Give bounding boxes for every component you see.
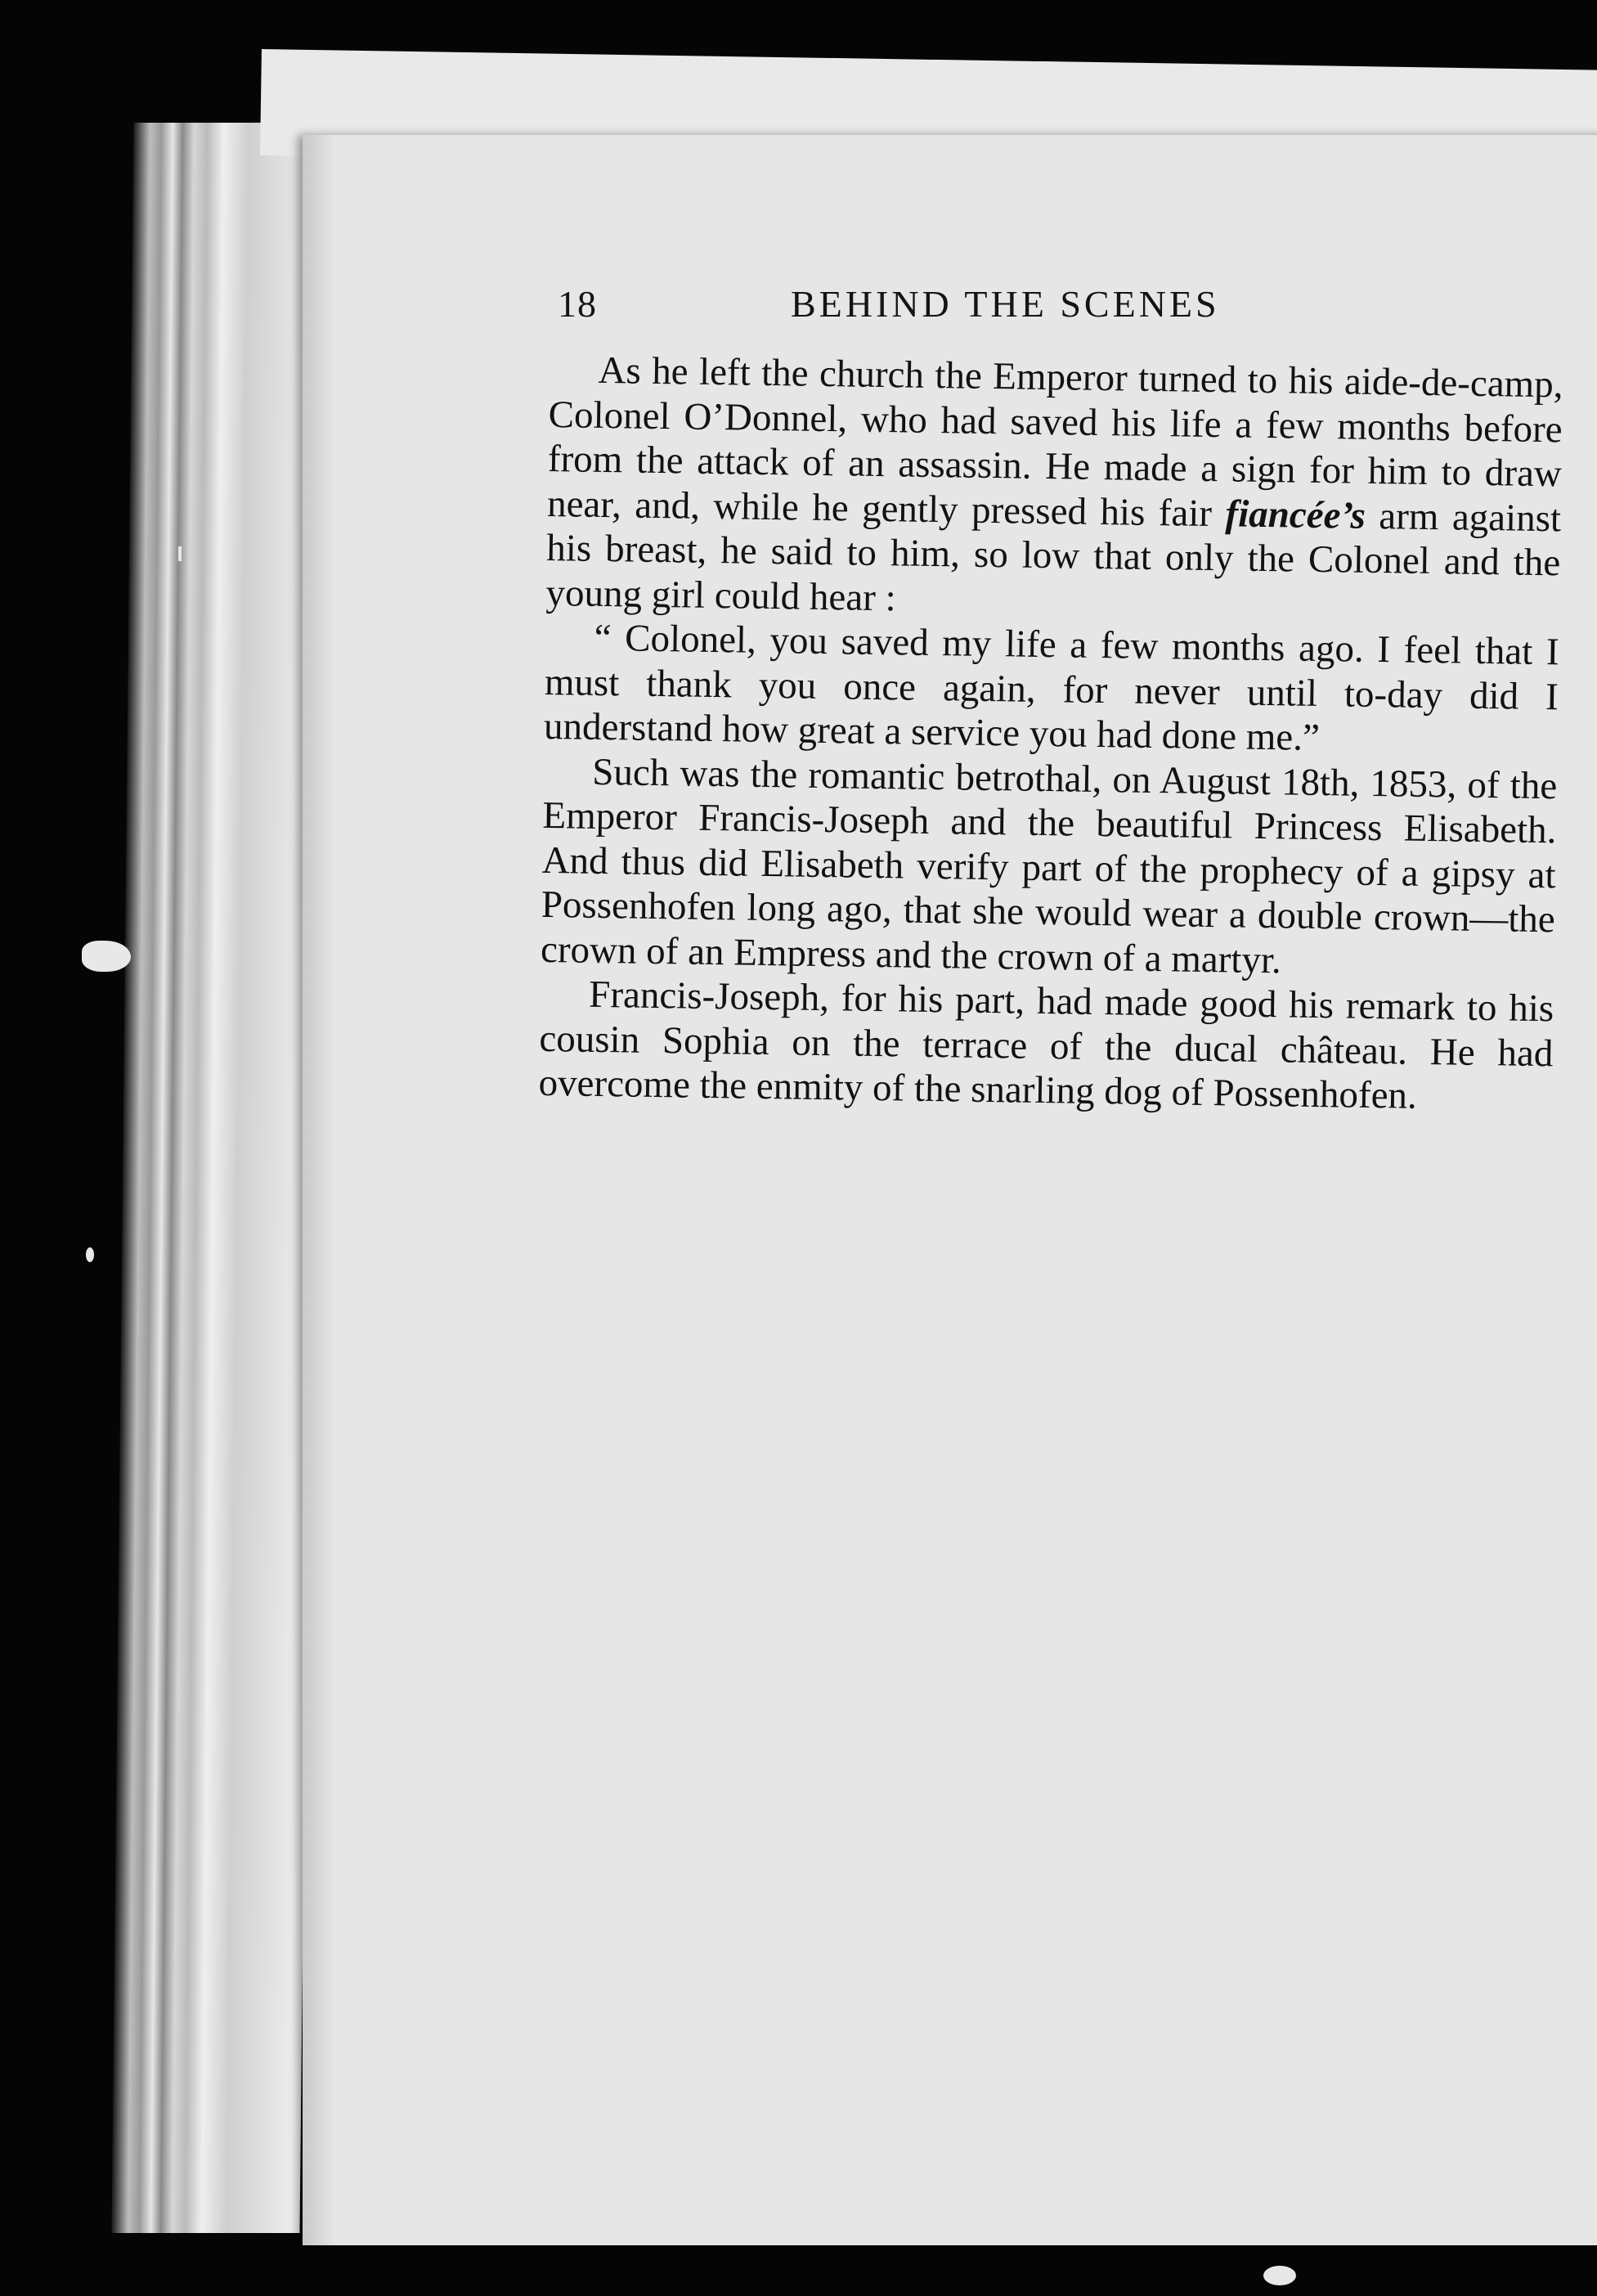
paragraph-1-italic: fiancée’s — [1225, 492, 1366, 537]
dust-speck — [86, 1247, 94, 1262]
running-head — [558, 282, 1375, 339]
paragraph-1-text-a: As he left the church the Emperor turned to his aide-de-camp, Colonel O’Donnel, who had saved his life a few months before from the attack of an assassin. He made a sign for him to draw near, and, while he gently pressed his fair — [546, 348, 1563, 535]
page-edges — [111, 123, 321, 2233]
dust-speck — [178, 546, 182, 561]
paragraph-1-text-b: arm against his breast, he said to him, so low that only the Colonel and the young girl could hear : — [545, 494, 1562, 619]
running-title: BEHIND THE SCENES — [791, 283, 1220, 325]
gutter-shadow — [303, 135, 335, 2245]
dust-speck — [1263, 2266, 1296, 2285]
page-number: 18 — [558, 283, 597, 325]
paragraph-2: “ Colonel, you saved my life a few months ago. I feel that I must thank you once again, for never until to-day did I understand how great a service you had done me.” — [543, 616, 1559, 760]
dust-speck — [82, 941, 131, 972]
paragraph-1 — [545, 348, 1563, 630]
body-text — [538, 348, 1563, 1121]
paragraph-3: Such was the romantic betrothal, on August 18th, 1853, of the Emperor Francis-Joseph and the beautiful Princess Elisabeth. And thus did Elisabeth verify part of the prophecy of a gipsy at Possenhofen long ago, that she would wear a double crown—the crown of an Empress and the crown of a martyr. — [540, 750, 1558, 982]
paragraph-4: Francis-Joseph, for his part, had made good his remark to his cousin Sophia on the terrace of the ducal château. He had overcome the enmity of the snarling dog of Possenhofen. — [538, 973, 1554, 1117]
